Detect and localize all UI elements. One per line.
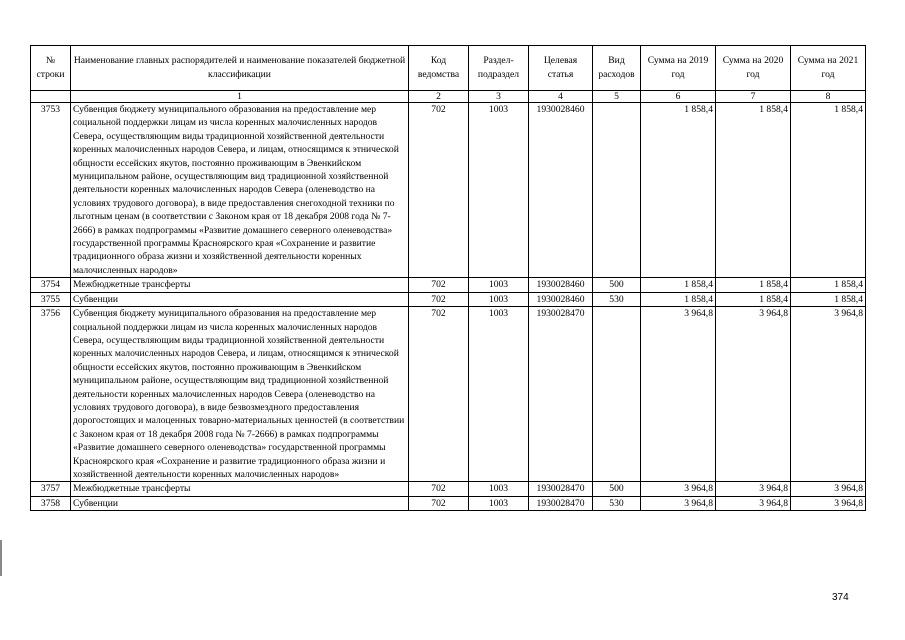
row-name: Субвенции bbox=[71, 292, 409, 306]
scan-edge-mark bbox=[0, 540, 2, 576]
table-row bbox=[31, 307, 866, 482]
row-name: Субвенция бюджету муниципального образования на предоставление мер социальной поддержки лицам из числа коренных малочисленных народов Севера, осуществляющим виды традиционной хозяйственной деятельности коренных малочисленных народов Севера, и лицам, относящимся к этнической общности ессейских якутов, постоянно проживающим в Эвенкийском муниципальном районе, осуществляющим вид традиционной хозяйственной деятельности коренных малочисленных народов Севера (оленеводство на условиях трудового договора), в виде предоставления снегоходной техники по льготным ценам (в соответствии с Законом края от 18 декабря 2008 года № 7-2666) в рамках подпрограммы «Развитие домашнего северного оленеводства» государственной программы Красноярского края «Сохранение и развитие традиционного образа жизни и хозяйственной деятельности коренных малочисленных народов» bbox=[71, 103, 409, 278]
row-expense-type bbox=[593, 103, 641, 278]
column-number: 7 bbox=[716, 91, 791, 103]
row-dept-code: 702 bbox=[409, 496, 469, 510]
row-sum-2021: 3 964,8 bbox=[791, 482, 866, 496]
table-row bbox=[31, 496, 866, 510]
table-row bbox=[31, 103, 866, 278]
header-sum-2021: Сумма на 2021 год bbox=[791, 46, 866, 91]
row-sum-2020: 3 964,8 bbox=[716, 496, 791, 510]
row-sum-2019: 3 964,8 bbox=[641, 496, 716, 510]
row-target: 1930028470 bbox=[529, 496, 593, 510]
table-row bbox=[31, 482, 866, 496]
row-expense-type bbox=[593, 307, 641, 482]
row-dept-code: 702 bbox=[409, 292, 469, 306]
column-number: 2 bbox=[409, 91, 469, 103]
row-sum-2019: 1 858,4 bbox=[641, 292, 716, 306]
row-section: 1003 bbox=[469, 482, 529, 496]
row-target: 1930028470 bbox=[529, 307, 593, 482]
row-sum-2020: 1 858,4 bbox=[716, 103, 791, 278]
row-section: 1003 bbox=[469, 496, 529, 510]
row-sum-2021: 1 858,4 bbox=[791, 292, 866, 306]
row-number: 3758 bbox=[31, 496, 71, 510]
row-sum-2021: 1 858,4 bbox=[791, 278, 866, 292]
column-number: 3 bbox=[469, 91, 529, 103]
header-expense-type: Вид расходов bbox=[593, 46, 641, 91]
page-number: 374 bbox=[832, 592, 849, 603]
row-sum-2020: 1 858,4 bbox=[716, 278, 791, 292]
header-sum-2019: Сумма на 2019 год bbox=[641, 46, 716, 91]
row-name: Субвенция бюджету муниципального образования на предоставление мер социальной поддержки лицам из числа коренных малочисленных народов Севера, осуществляющим виды традиционной хозяйственной деятельности коренных малочисленных народов Севера, и лицам, относящимся к этнической общности ессейских якутов, постоянно проживающим в Эвенкийском муниципальном районе, осуществляющим вид традиционной хозяйственной деятельности коренных малочисленных народов Севера (оленеводство на условиях трудового договора), в виде безвозмездного предоставления дорогостоящих и малоценных товарно-материальных ценностей (в соответствии с Законом края от 18 декабря 2008 года № 7-2666) в рамках подпрограммы «Развитие домашнего северного оленеводства» государственной программы Красноярского края «Сохранение и развитие традиционного образа жизни и хозяйственной деятельности коренных малочисленных народов» bbox=[71, 307, 409, 482]
header-name: Наименование главных распорядителей и наименование показателей бюджетной классификации bbox=[71, 46, 409, 91]
row-name: Межбюджетные трансферты bbox=[71, 278, 409, 292]
row-target: 1930028460 bbox=[529, 103, 593, 278]
row-dept-code: 702 bbox=[409, 103, 469, 278]
row-expense-type: 530 bbox=[593, 292, 641, 306]
header-row bbox=[31, 46, 866, 91]
row-sum-2019: 1 858,4 bbox=[641, 278, 716, 292]
column-number bbox=[31, 91, 71, 103]
header-target: Целевая статья bbox=[529, 46, 593, 91]
budget-table bbox=[30, 45, 866, 511]
column-number: 8 bbox=[791, 91, 866, 103]
row-expense-type: 500 bbox=[593, 482, 641, 496]
row-target: 1930028460 bbox=[529, 292, 593, 306]
header-dept-code: Код ведомства bbox=[409, 46, 469, 91]
row-target: 1930028470 bbox=[529, 482, 593, 496]
column-number-row bbox=[31, 91, 866, 103]
row-number: 3755 bbox=[31, 292, 71, 306]
row-expense-type: 500 bbox=[593, 278, 641, 292]
row-section: 1003 bbox=[469, 103, 529, 278]
row-expense-type: 530 bbox=[593, 496, 641, 510]
row-sum-2020: 1 858,4 bbox=[716, 292, 791, 306]
row-sum-2020: 3 964,8 bbox=[716, 307, 791, 482]
column-number: 5 bbox=[593, 91, 641, 103]
row-dept-code: 702 bbox=[409, 307, 469, 482]
row-number: 3753 bbox=[31, 103, 71, 278]
row-sum-2019: 3 964,8 bbox=[641, 307, 716, 482]
table-row bbox=[31, 278, 866, 292]
header-row-number: № строки bbox=[31, 46, 71, 91]
row-section: 1003 bbox=[469, 278, 529, 292]
header-section: Раздел-подраздел bbox=[469, 46, 529, 91]
row-number: 3757 bbox=[31, 482, 71, 496]
column-number: 6 bbox=[641, 91, 716, 103]
row-sum-2019: 3 964,8 bbox=[641, 482, 716, 496]
row-dept-code: 702 bbox=[409, 482, 469, 496]
column-number: 1 bbox=[71, 91, 409, 103]
column-number: 4 bbox=[529, 91, 593, 103]
header-sum-2020: Сумма на 2020 год bbox=[716, 46, 791, 91]
row-sum-2021: 3 964,8 bbox=[791, 307, 866, 482]
row-dept-code: 702 bbox=[409, 278, 469, 292]
row-number: 3756 bbox=[31, 307, 71, 482]
row-target: 1930028460 bbox=[529, 278, 593, 292]
row-name: Субвенции bbox=[71, 496, 409, 510]
row-number: 3754 bbox=[31, 278, 71, 292]
row-sum-2020: 3 964,8 bbox=[716, 482, 791, 496]
row-section: 1003 bbox=[469, 307, 529, 482]
row-name: Межбюджетные трансферты bbox=[71, 482, 409, 496]
row-sum-2019: 1 858,4 bbox=[641, 103, 716, 278]
row-sum-2021: 1 858,4 bbox=[791, 103, 866, 278]
row-section: 1003 bbox=[469, 292, 529, 306]
row-sum-2021: 3 964,8 bbox=[791, 496, 866, 510]
table-row bbox=[31, 292, 866, 306]
